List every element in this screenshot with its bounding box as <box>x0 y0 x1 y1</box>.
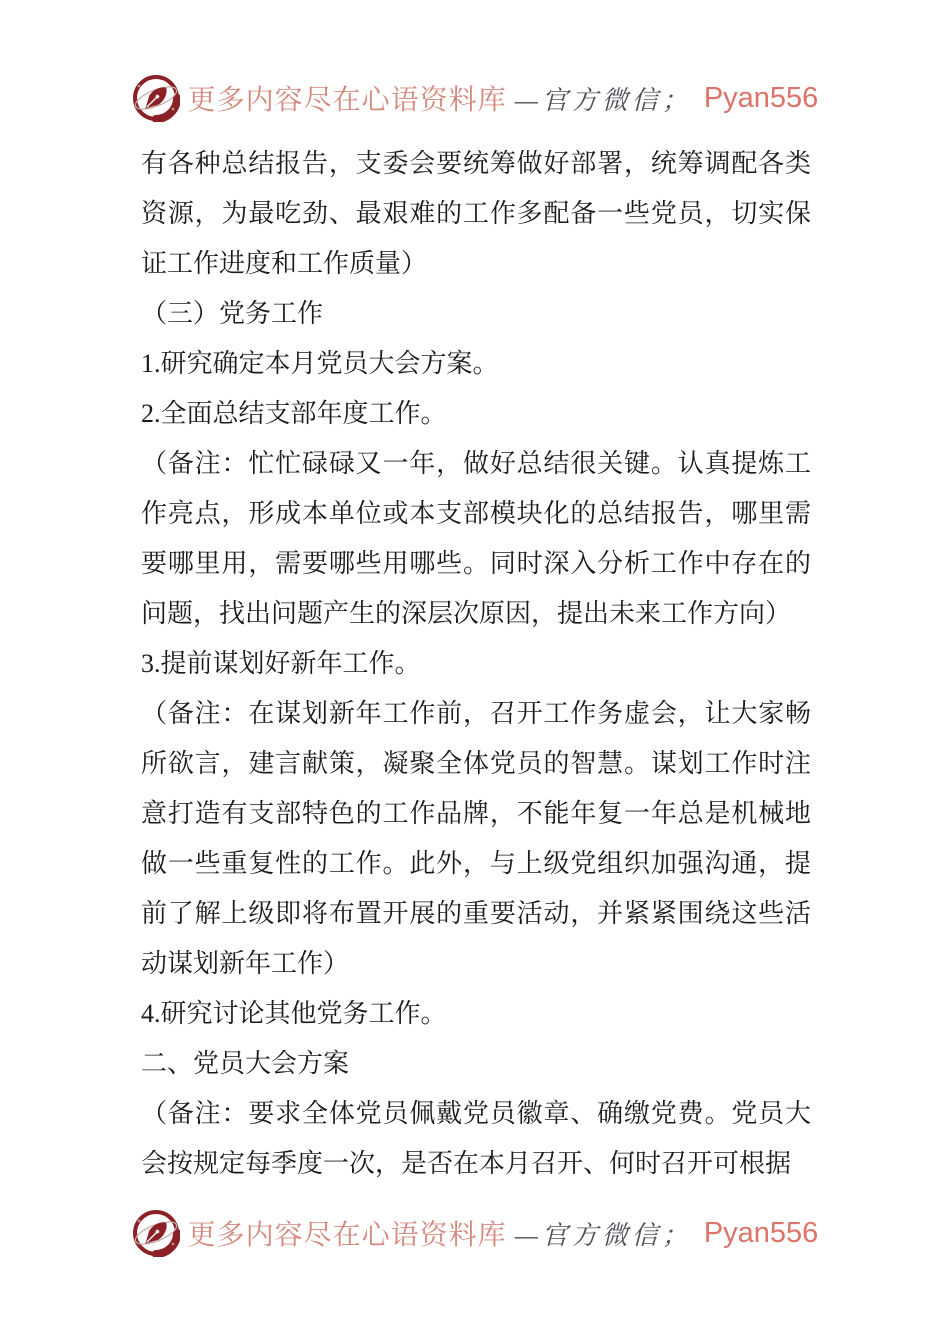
note-annual-summary: （备注：忙忙碌碌又一年，做好总结很关键。认真提炼工作亮点，形成本单位或本支部模块化的总结报告，哪里需要哪里用，需要哪些用哪些。同时深入分析工作中存在的问题，找出问题产生的深层次原因，提出未来工作方向） <box>141 449 811 628</box>
item-4: 4.研究讨论其他党务工作。 <box>141 999 447 1028</box>
heading-member-meeting-plan: 二、党员大会方案 <box>141 1049 350 1078</box>
watermark-library-text: 更多内容尽在心语资料库 <box>187 1220 507 1251</box>
watermark-header <box>0 0 950 122</box>
watermark-wechat-label: —官方微信； <box>514 1220 692 1250</box>
note-member-meeting: （备注：要求全体党员佩戴党员徽章、确缴党费。党员大会按规定每季度一次，是否在本月召开、何时召开可根据 <box>141 1099 811 1178</box>
pen-nib-logo-icon <box>132 74 180 122</box>
watermark-wechat-id: Pyan556 <box>703 1216 819 1249</box>
heading-section-three: （三）党务工作 <box>141 299 324 328</box>
watermark-wechat-id: Pyan556 <box>703 81 819 114</box>
watermark-footer <box>0 1209 950 1257</box>
para-continuation: 有各种总结报告，支委会要统筹做好部署，统筹调配各类资源，为最吃劲、最艰难的工作多配备一些党员，切实保证工作进度和工作质量） <box>141 149 811 278</box>
watermark-library-text: 更多内容尽在心语资料库 <box>187 85 507 116</box>
document-body <box>141 139 811 1189</box>
pen-nib-logo-icon <box>132 1209 180 1257</box>
note-new-year-planning: （备注：在谋划新年工作前，召开工作务虚会，让大家畅所欲言，建言献策，凝聚全体党员的智慧。谋划工作时注意打造有支部特色的工作品牌，不能年复一年总是机械地做一些重复性的工作。此外，与上级党组织加强沟通，提前了解上级即将布置开展的重要活动，并紧紧围绕这些活动谋划新年工作） <box>141 699 811 978</box>
item-2: 2.全面总结支部年度工作。 <box>141 399 447 428</box>
watermark-wechat-label: —官方微信； <box>514 85 692 115</box>
item-1: 1.研究确定本月党员大会方案。 <box>141 349 499 378</box>
item-3: 3.提前谋划好新年工作。 <box>141 649 421 678</box>
